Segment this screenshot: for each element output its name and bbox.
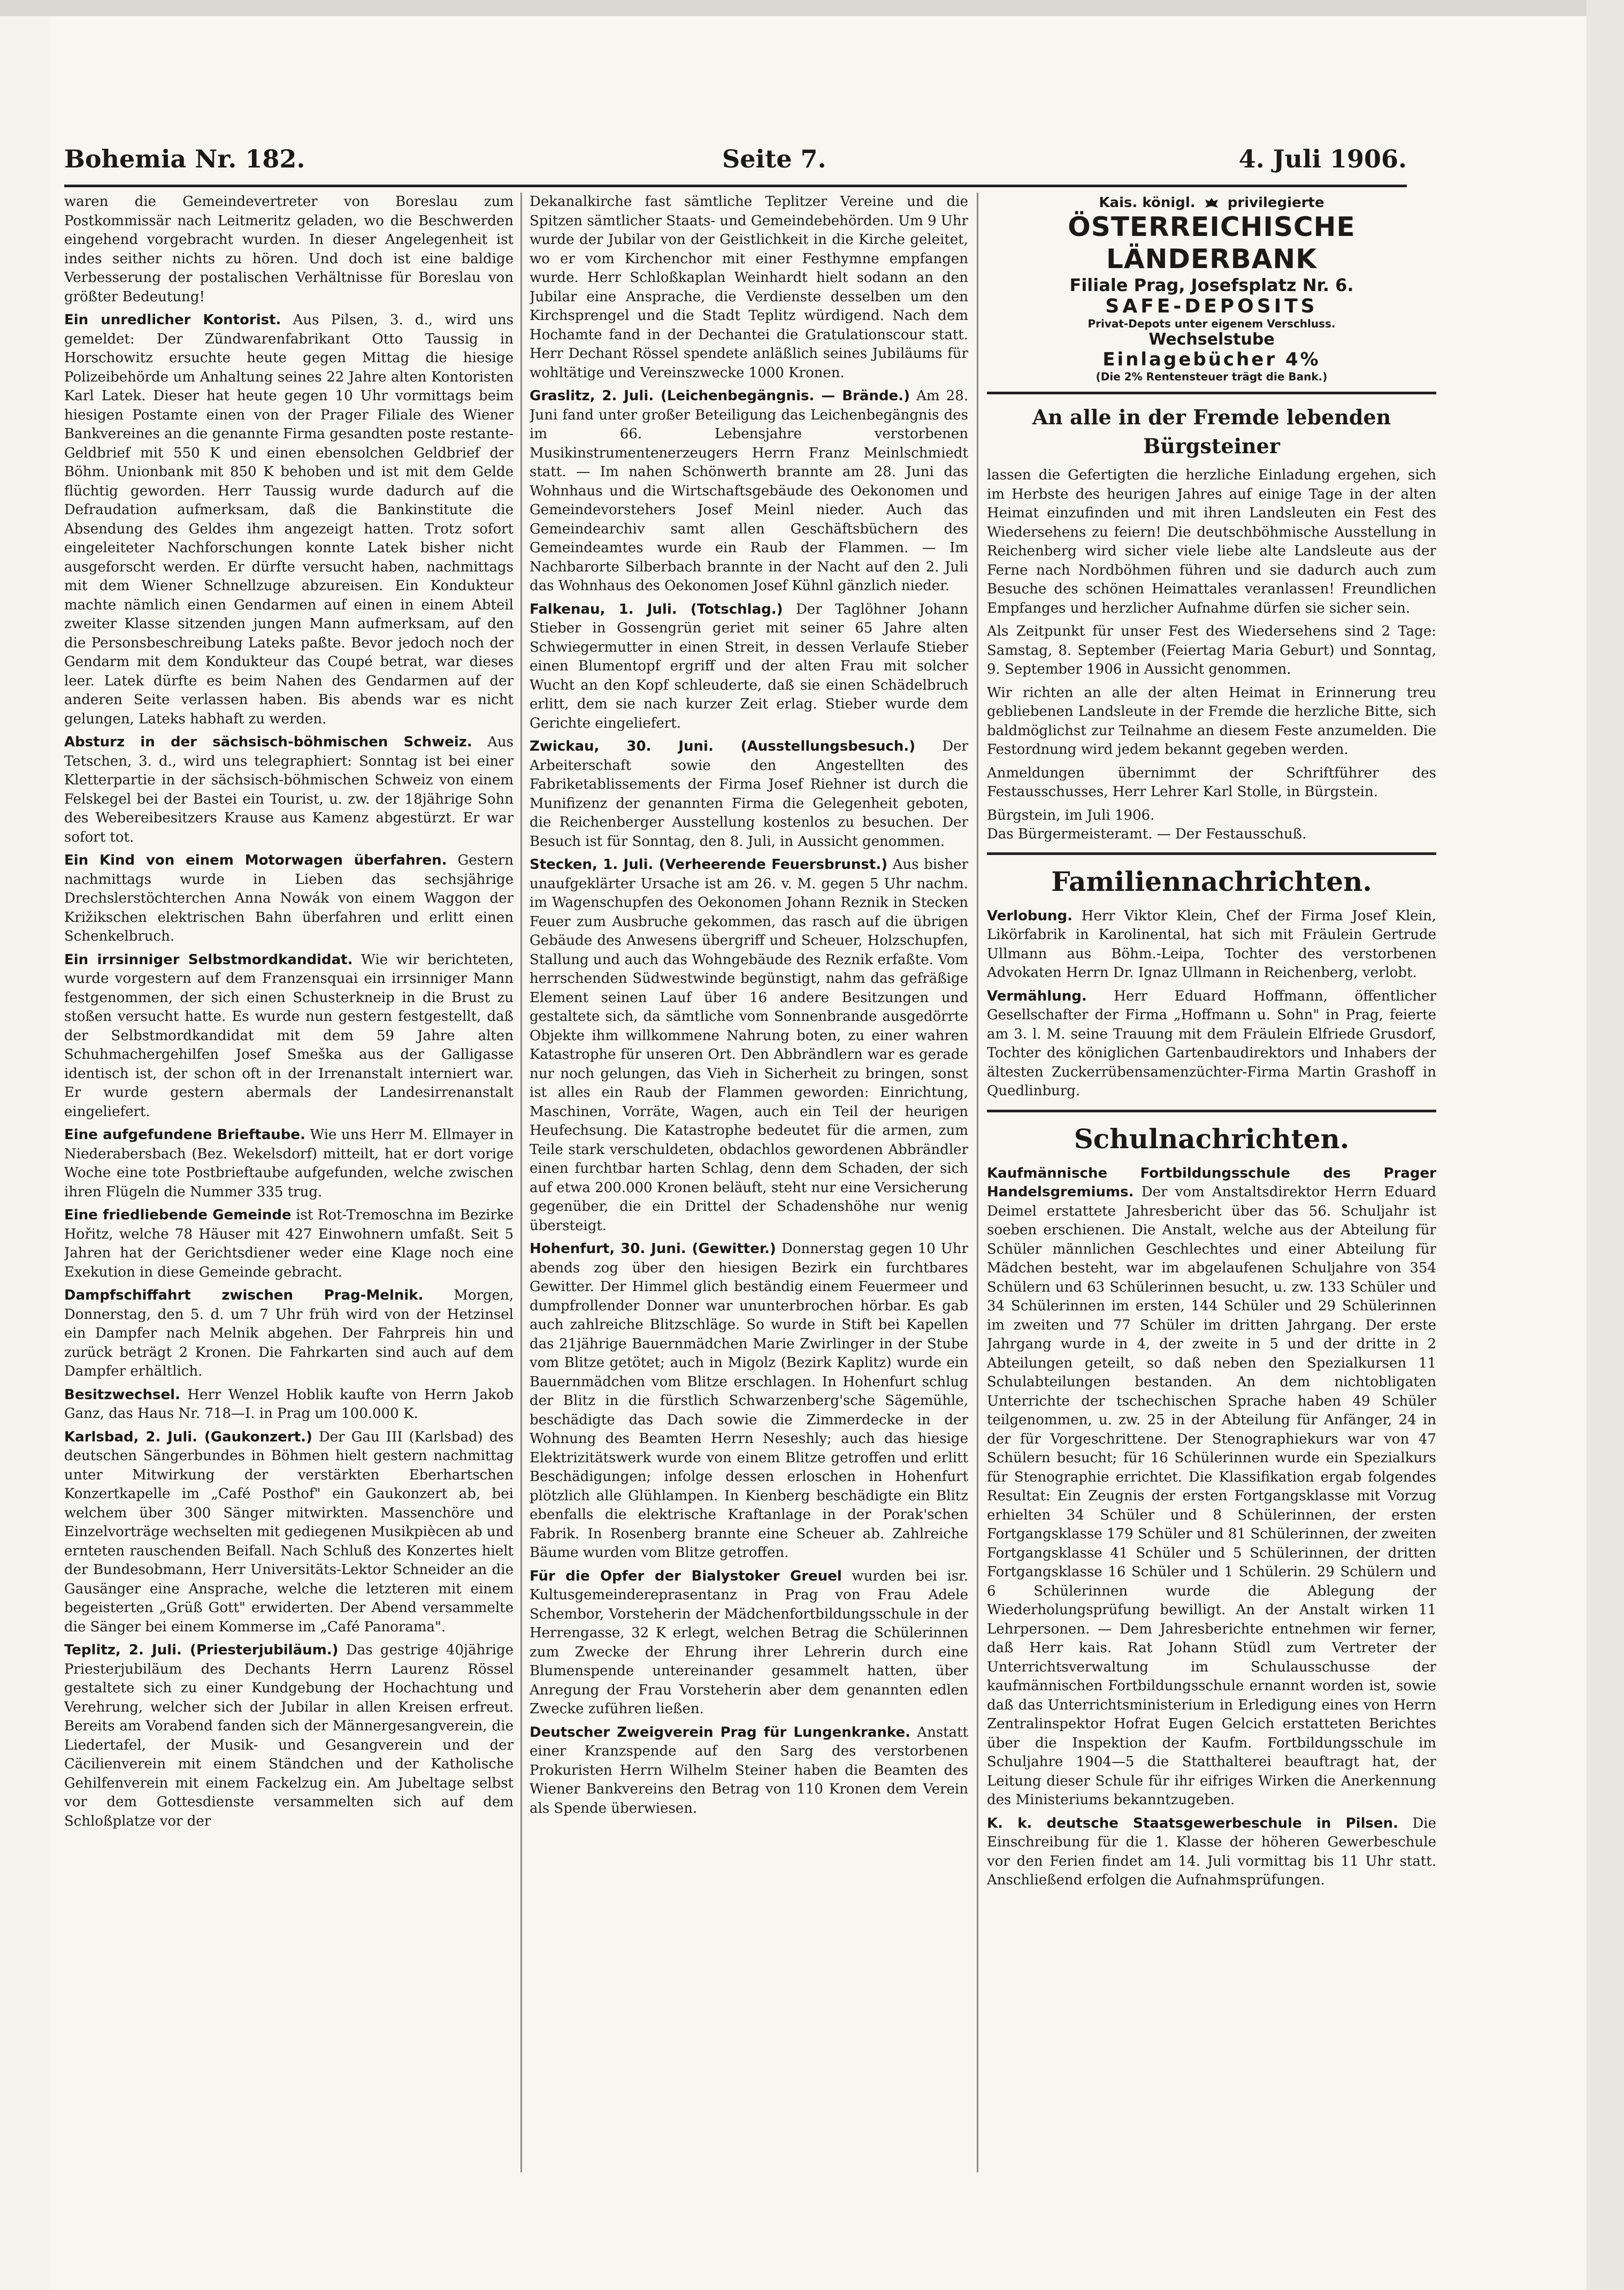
article-body: waren die Gemeindevertreter von Boreslau zum Postkommissär nach Leitmeritz geladen, wo die Beschwerden eingehend vorgebracht wurden. In dieser Angelegenheit ist indes seither nichts zu hören. Und doch ist eine baldige Verbesserung der postalischen Verhältnisse für Boreslau von größter Bedeutung! (64, 194, 514, 305)
article-headline: Hohenfurt, 30. Juni. (Gewitter.) (530, 1241, 776, 1257)
news-article (64, 851, 514, 946)
article-headline: Dampfschiffahrt zwischen Prag-Melnik. (64, 1287, 424, 1303)
news-article (64, 193, 514, 307)
bank-branch: Filiale Prag, Josefsplatz Nr. 6. (1069, 275, 1354, 295)
article-body: Am 28. Juni fand unter großer Beteiligung das Leichenbegängnis des im 66. Lebensjahre verstorbenen Musikinstrumentenerzeugers Herrn Franz Meinlschmiedt statt. — Im nahen Schönwerth brannte am 28. Juni das Wohnhaus und die Wirtschaftsgebäude des Oekonomen und Gemeindevorstehers Josef Meinl nieder. Auch das Gemeindearchiv samt allen Geschäftsbüchern des Gemeindeamtes wurde ein Raub der Flammen. — Im Nachbarorte Silberbach brannte in der Nacht auf den 2. Juli das Wohnhaus des Oekonomen Josef Kühnl gänzlich nieder. (530, 388, 968, 594)
article-body: Der vom Anstaltsdirektor Herrn Eduard Deimel erstattete Jahresbericht über das 56. Schuljahr ist soeben erschienen. Die Anstalt, welche aus der Abteilung für Schüler männlichen Geschlechtes und einer Abteilung für Mädchen besteht, war im abgelaufenen Schuljahre von 354 Schülern und 63 Schülerinnen besucht, u. zw. 133 Schüler und 34 Schülerinnen im ersten, 144 Schüler und 29 Schülerinnen im zweiten und 77 Schüler im dritten Jahrgang. Der erste Jahrgang wurde in 4, der zweite in 5 und der dritte in 2 Abteilungen geteilt, so daß neben den Spezialkursen 11 Schulabteilungen bestanden. An dem nichtobligaten Unterrichte der tschechischen Sprache haben 49 Schüler teilgenommen, u. zw. 25 in der Abteilung für Anfänger, 24 in der für Vorgeschrittene. Der Stenographiekurs war von 47 Schülern besucht; für 16 Schülerinnen wurde ein Spezialkurs für Stenographie errichtet. Die Klassifikation ergab folgendes Resultat: Ein Zeugnis der ersten Fortgangsklasse mit Vorzug erhielten 34 Schüler und 8 Schülerinnen, der ersten Fortgangsklasse 179 Schüler und 81 Schülerinnen, der zweiten Fortgangsklasse 41 Schüler und 5 Schülerinnen, der dritten Fortgangsklasse 16 Schüler und 1 Schülerin. 29 Schülern und 6 Schülerinnen wurde die Ablegung der Wiederholungsprüfung bewilligt. An der Anstalt wirken 11 Lehrpersonen. — Dem Jahresberichte entnehmen wir ferner, daß Herr kais. Rat Johann Stüdl zum Vertreter der Unterrichtsverwaltung im Schulausschusse der kaufmännischen Fortbildungsschule ernannt worden ist, sowie daß das Unterrichtsministerium in Erledigung eines von Herrn Zentralinspektor Hofrat Eugen Gelcich erstatteten Berichtes über die Inspektion der Kaufm. Fortbildungsschule im Schuljahre 1904—5 die Statthalterei beauftragt hat, der Leitung dieser Schule für ihr eifriges Wirken die Anerkennung des Ministeriums bekanntzugeben. (987, 1184, 1436, 1808)
article-headline: K. k. deutsche Staatsgewerbeschule in Pilsen. (987, 1815, 1398, 1831)
news-article (530, 193, 968, 383)
news-article (64, 1428, 514, 1637)
page-number: Seite 7. (722, 144, 826, 173)
article-headline: Zwickau, 30. Juni. (Ausstellungsbesuch.) (530, 738, 916, 754)
article-body: Wie wir berichteten, wurde vorgestern auf dem Franzensquai ein irrsinniger Mann festgenommen, der sich einen Schusterkneip in die Brust zu stoßen versucht hatte. Es wurde nun gestern festgestellt, daß der Selbstmordkandidat mit dem 59 Jahre alten Schuhmachergehilfen Josef Smeška aus der Galligasse identisch ist, der schon oft in der Irrenanstalt interniert war. Er wurde gestern abermals der Landesirrenanstalt eingeliefert. (64, 951, 514, 1120)
news-article (64, 733, 514, 847)
safe-deposits-sub: Privat-Depots unter eigenem Verschluss. (1087, 317, 1336, 330)
news-article (987, 1164, 1436, 1810)
article-headline: Karlsbad, 2. Juli. (Gaukonzert.) (64, 1429, 312, 1445)
scan-border-right (1587, 0, 1624, 2290)
article-body: Morgen, Donnerstag, den 5. d. um 7 Uhr früh wird von der Hetzinsel ein Dampfer nach Melnik abgehen. Der Fahrpreis hin und zurück beträgt 2 Kronen. Die Fahrkarten sind auch auf dem Dampfer erhältlich. (64, 1287, 514, 1379)
news-article (530, 737, 968, 851)
notice-signers: Das Bürgermeisteramt. — Der Festausschuß. (987, 826, 1307, 842)
ad-line-1b: privilegierte (1227, 195, 1324, 211)
article-headline: Eine aufgefundene Brieftaube. (64, 1127, 305, 1143)
section-rule (987, 392, 1436, 394)
article-headline: Besitzwechsel. (64, 1386, 180, 1403)
article-headline: Stecken, 1. Juli. (Verheerende Feuersbrunst.) (530, 857, 888, 873)
article-headline: Teplitz, 2. Juli. (Priesterjubiläum.) (64, 1642, 339, 1658)
news-article (64, 951, 514, 1122)
news-article (64, 1206, 514, 1282)
article-headline: Eine friedliebende Gemeinde (64, 1207, 292, 1223)
article-headline: Graslitz, 2. Juli. (Leichenbegängnis. — Brände.) (530, 388, 910, 404)
news-article (64, 1126, 514, 1202)
article-headline: Kaufmännische Fortbildungsschule des Prager Handelsgremiums. (987, 1165, 1436, 1200)
news-article (530, 1723, 968, 1819)
ad-line-1: Kais. königl. (1099, 195, 1196, 211)
article-body: Aus Tetschen, 3. d., wird uns telegraphiert: Sonntag ist bei einer Kletterpartie in der sächsisch-böhmischen Schweiz von einem Felskegel bei der Bastei ein Tourist, u. zw. der 18jährige Sohn des Webereibesitzers Krause aus Kamenz abgestürzt. Er war sofort tot. (64, 734, 514, 845)
article-body: Der Taglöhner Johann Stieber in Gossengrün geriet mit seiner 65 Jahre alten Schwiegermutter in einen Streit, in dessen Verlaufe Stieber einen Blumentopf ergriff und der alten Frau mit solcher Wucht an den Kopf schleuderte, daß sie einen Schädelbruch erlitt, dem sie nach kurzer Zeit erlag. Stieber wurde dem Gerichte eingeliefert. (530, 601, 968, 731)
news-article (987, 907, 1436, 983)
deposit-books: Einlagebücher 4% (1102, 349, 1321, 370)
section-rule (987, 1110, 1436, 1112)
deposit-tax-note: (Die 2% Rentensteuer trägt die Bank.) (1096, 370, 1328, 383)
school-news-title: Schulnachrichten. (1074, 1123, 1350, 1155)
article-body: Anstatt einer Kranzspende auf den Sarg des verstorbenen Prokuristen Herrn Wilhelm Steiner haben die Beamten des Wiener Bankvereins den Betrag von 110 Kronen dem Verein als Spende überwiesen. (530, 1724, 968, 1816)
notice-paragraph: Anmeldungen übernimmt der Schriftführer des Festausschusses, Herr Lehrer Karl Stolle, in Bürgstein. (987, 765, 1436, 800)
news-article (987, 1814, 1436, 1890)
news-article (530, 1240, 968, 1563)
issue-date: 4. Juli 1906. (1238, 144, 1407, 173)
buergstein-notice (987, 403, 1436, 844)
article-body: Wie uns Herr M. Ellmayer in Niederabersbach (Bez. Wekelsdorf) mitteilt, hat er dort vorige Woche eine tote Postbrieftaube aufgefunden, welche zwischen ihren Flügeln die Nummer 335 trug. (64, 1127, 514, 1200)
news-article (530, 387, 968, 596)
column-left (64, 193, 514, 2183)
article-body: Herr Wenzel Hoblik kaufte von Herrn Jakob Ganz, das Haus Nr. 718—I. in Prag um 100.000 K. (64, 1386, 514, 1422)
news-article (64, 311, 514, 729)
exchange-office: Wechselstube (1148, 330, 1275, 349)
article-body: Aus Pilsen, 3. d., wird uns gemeldet: Der Zündwarenfabrikant Otto Taussig in Horschowitz ersuchte heute gegen Mittag die hiesige Polizeibehörde um Anhaltung seines 22 Jahre alten Kontoristen Karl Latek. Dieser hat heute gegen 10 Uhr vormittags beim hiesigen Postamte einen von der Prager Filiale des Wiener Bankvereines an die genannte Firma gesandten poste restante-Geldbrief mit 550 K und einen ebensolchen Geldbrief der Böhm. Unionbank mit 850 K behoben und ist mit dem Gelde flüchtig geworden. Herr Taussig wurde dadurch auf die Defraudation aufmerksam, daß die Bankinstitute die Absendung des Geldes ihm angezeigt hatten. Trotz sofort eingeleiteter Nachforschungen konnte Latek bisher nicht ausgeforscht werden. Er dürfte versucht haben, nachmittags mit dem Wiener Schnellzuge abzureisen. Ein Kondukteur machte nämlich einen Gendarmen auf einen in einem Abteil zweiter Klasse sitzenden jungen Mann aufmerksam, auf den die Personsbeschreibung Lateks paßte. Bevor jedoch noch der Gendarm mit dem Kondukteur das Coupé betrat, war dieses leer. Latek dürfte es beim Nahen des Gendarmen auf der anderen Seite verlassen haben. Bis abends war es nicht gelungen, Lateks habhaft zu werden. (64, 312, 514, 727)
article-body: Das gestrige 40jährige Priesterjubiläum des Dechants Herrn Laurenz Rössel gestaltete sich zu einer Kundgebung der Hochachtung und Verehrung, welcher sich der Jubilar in allen Kreisen erfreut. Bereits am Vorabend fanden sich der Männergesangverein, die Liedertafel, der Musik- und Gesangverein und der Cäcilienverein mit einem Ständchen und der Katholische Gehilfenverein mit einem Fackelzug ein. Am Jubeltage selbst vor dem Gottesdienste versammelten sich auf dem Schloßplatze vor der (64, 1642, 514, 1829)
notice-title: An alle in der Fremde lebenden Bürgsteiner (1032, 405, 1391, 458)
article-body: Der Arbeiterschaft sowie den Angestellten des Fabriketablissements der Firma Josef Riehner ist durch die Munifizenz der genannten Firma die Gelegenheit geboten, die Reichenberger Ausstellung kostenlos zu besuchen. Der Besuch ist für Sonntag, den 8. Juli, in Aussicht genommen. (530, 738, 968, 850)
article-headline: Vermählung. (987, 988, 1087, 1004)
article-headline: Ein unredlicher Kontorist. (64, 312, 281, 328)
bank-advertisement (987, 193, 1436, 383)
article-body: Aus bisher unaufgeklärter Ursache ist am 26. v. M. gegen 5 Uhr nachm. im Wagenschupfen des Oekonomen Johann Reznik in Stecken Feuer zum Ausbruche gekommen, das rasch auf die übrigen Gebäude des Anwesens übergriff und Scheuer, Holzschupfen, Stallung und auch das Wohngebäude des Reznik erfaßte. Vom herrschenden Südwestwinde begünstigt, nahm das gefräßige Element seinen Lauf über 16 andere Besitzungen und gestaltete sich, da sämtliche vom Sonnenbrande ausgedörrte Objekte ihm willkommene Nahrung boten, zu einer wahren Katastrophe für unseren Ort. Den Abbrändlern war es gerade nur noch gelungen, das Vieh in Sicherheit zu bringen, sonst ist alles ein Raub der Flammen geworden: Einrichtung, Maschinen, Vorräte, Wagen, auch ein Teil der heurigen Heufechsung. Die Katastrophe bedeutet für die armen, zum Teile stark verschuldeten, obdachlos gewordenen Abbrändler einen furchtbar harten Schlag, denn dem Schaden, der sich auf etwa 200.000 Kronen beläuft, steht nur eine Versicherung gegenüber, die ein Drittel der Schadenshöhe nur wenig übersteigt. (530, 857, 968, 1234)
article-headline: Für die Opfer der Bialystoker Greuel (530, 1568, 842, 1584)
column-middle (530, 193, 968, 2183)
running-header (64, 144, 1407, 182)
family-news-title: Familiennachrichten. (1051, 865, 1372, 897)
article-body: Herr Viktor Klein, Chef der Firma Josef Klein, Likörfabrik in Karolinental, hat sich mit Fräulein Gertrude Ullmann aus Böhm.-Leipa, Tochter des verstorbenen Advokaten Herrn Dr. Ignaz Ullmann in Reichenberg, verlobt. (987, 907, 1436, 981)
article-headline: Verlobung. (987, 907, 1073, 924)
news-article (530, 600, 968, 734)
article-headline: Absturz in der sächsisch-böhmischen Schweiz. (64, 734, 472, 750)
article-headline: Falkenau, 1. Juli. (Totschlag.) (530, 601, 783, 617)
school-news-list (987, 1164, 1436, 1890)
article-body: Dekanalkirche fast sämtliche Teplitzer Vereine und die Spitzen sämtlicher Staats- und Gemeindebehörden. Um 9 Uhr wurde der Jubilar von der Geistlichkeit in die Kirche geleitet, wo er vom Kirchenchor mit einer Festhymne empfangen wurde. Herr Schloßkaplan Weinhardt hielt sodann an den Jubilar eine Ansprache, die Verdienste desselben um den Kirchsprengel und die Stadt Teplitz würdigend. Nach dem Hochamte fand in der Dechantei die Gratulationscour statt. Herr Dechant Rössel spendete anläßlich seines Jubiläums für wohltätige und Vereinszwecke 1000 Kronen. (530, 194, 968, 381)
news-article (530, 1567, 968, 1719)
news-article (64, 1641, 514, 1831)
newspaper-issue: Bohemia Nr. 182. (64, 144, 305, 173)
family-news-list (987, 907, 1436, 1101)
article-body: Die Einschreibung für die 1. Klasse der höheren Gewerbeschule vor den Ferien findet am 14. Juli vormittag bis 11 Uhr statt. Anschließend erfolgen die Aufnahmsprüfungen. (987, 1815, 1436, 1888)
article-body: wurden bei isr. Kultusgemeindereprasentanz in Prag von Frau Adele Schembor, Vorsteherin der Mädchenfortbildungsschule in der Herrengasse, 32 K erlegt, welchen Betrag die Schülerinnen zum Zwecke der Ehrung ihrer Lehrerin durch eine Blumenspende untereinander gesammelt hatten, über Anregung der Frau Vorsteherin aber dem genannten edlen Zwecke zuführen ließen. (530, 1568, 968, 1717)
notice-paragraph: Als Zeitpunkt für unser Fest des Wiedersehens sind 2 Tage: Samstag, 8. September (Feiertag Maria Geburt) und Sonntag, 9. September 1906 in Aussicht genommen. (987, 623, 1436, 677)
article-body: Donnerstag gegen 10 Uhr abends zog über den hiesigen Bezirk ein furchtbares Gewitter. Der Himmel glich beständig einem Feuermeer und dumpfrollender Donner war ununterbrochen hörbar. Es gab auch zahlreiche Blitzschläge. So wurde in Stift bei Kapellen das 21jährige Bauernmädchen Marie Zwirlinger in der Stube vom Blitze getötet; auch in Migolz (Bezirk Kaplitz) wurde ein Bauernmädchen vom Blitze erschlagen. In Hohenfurt schlug der Blitz in die fürstlich Schwarzenberg'sche Sägemühle, beschädigte das Dach sowie die Zimmerdecke in der Wohnung des Beamten Herrn Neseshly; auch das hiesige Elektrizitätswerk wurde von einem Blitze getroffen und erlitt Beschädigungen; infolge dessen erloschen in Hohenfurt plötzlich alle Glühlampen. In Kienberg beschädigte ein Blitz ebenfalls die elektrische Kraftanlage in der Porak'schen Fabrik. In Rosenberg brannte eine Scheuer ab. Zahlreiche Bäume wurden vom Blitze getroffen. (530, 1241, 968, 1561)
column-right (987, 193, 1436, 2183)
column-divider (520, 193, 522, 2172)
eagle-crest-icon (1204, 197, 1220, 210)
article-body: Herr Eduard Hoffmann, öffentlicher Gesellschafter der Firma „Hoffmann u. Sohn" in Prag, feierte am 3. l. M. seine Trauung mit dem Fräulein Elfriede Grusdorf, Tochter des königlichen Gartenbaudirektors und Inhabers der ältesten Zuckerrübensamenzüchter-Firma Martin Grashoff in Quedlinburg. (987, 988, 1436, 1099)
safe-deposits: SAFE-DEPOSITS (1105, 295, 1318, 317)
column-divider (977, 193, 978, 2172)
header-rule (64, 185, 1407, 187)
news-article (64, 1286, 514, 1381)
article-body: ist Rot-Tremoschna im Bezirke Hořitz, welche 78 Häuser mit 427 Einwohnern umfaßt. Seit 5 Jahren hat der Gerichtsdiener weder eine Klage noch eine Exekution in diese Gemeinde gebracht. (64, 1207, 514, 1280)
article-headline: Ein irrsinniger Selbstmordkandidat. (64, 951, 353, 968)
section-rule (987, 852, 1436, 855)
news-article (530, 856, 968, 1235)
article-body: Der Gau III (Karlsbad) des deutschen Sängerbundes in Böhmen hielt gestern nachmittag unter Mitwirkung der verstärkten Eberhartschen Konzertkapelle im „Café Posthof" ein Gaukonzert ab, bei welchem über 300 Sänger mitwirkten. Massenchöre und Einzelvorträge wechselten mit gediegenen Musikpiècen ab und ernteten rauschenden Beifall. Nach Schluß des Konzertes hielt der Bundesobmann, Herr Universitäts-Lektor Schneider an die Gausänger eine Ansprache, welche die letzteren mit einem begeisterten „Grüß Gott" erwiderten. Der Abend versammelte die Sänger bei einem Kommerse im „Café Panorama". (64, 1429, 514, 1635)
notice-paragraph: lassen die Gefertigten die herzliche Einladung ergehen, sich im Herbste des heurigen Jahres auf einige Tage in der alten Heimat einzufinden und mit ihren Landsleuten ein Fest des Wiedersehens zu feiern! Die deutschböhmische Ausstellung in Reichenberg wird sicher viele liebe alte Landsleute aus der Ferne nach Nordböhmen führen und sie dadurch auch zum Besuche des schönen Heimattales veranlassen! Freundlichen Empfanges und herzlicher Aufnahme dürfen sie sicher sein. (987, 467, 1436, 616)
bank-name: ÖSTERREICHISCHE LÄNDERBANK (1068, 211, 1355, 274)
scan-border-top (0, 0, 1624, 16)
notice-date: Bürgstein, im Juli 1906. (987, 807, 1155, 823)
article-body: Gestern nachmittags wurde in Lieben das sechsjährige Drechslerstöchterchen Anna Nowák von einem Waggon der Križikschen elektrischen Bahn überfahren und erlitt einen Schenkelbruch. (64, 852, 514, 944)
news-article (987, 987, 1436, 1101)
article-headline: Deutscher Zweigverein Prag für Lungenkranke. (530, 1724, 911, 1741)
article-headline: Ein Kind von einem Motorwagen überfahren. (64, 852, 447, 868)
news-article (64, 1386, 514, 1424)
notice-paragraph: Wir richten an alle der alten Heimat in Erinnerung treu gebliebenen Landsleute in der Fremde die herzliche Bitte, sich baldmöglichst zur Teilnahme an diesem Feste anzumelden. Die Festordnung wird jedem bekannt gegeben werden. (987, 684, 1436, 758)
